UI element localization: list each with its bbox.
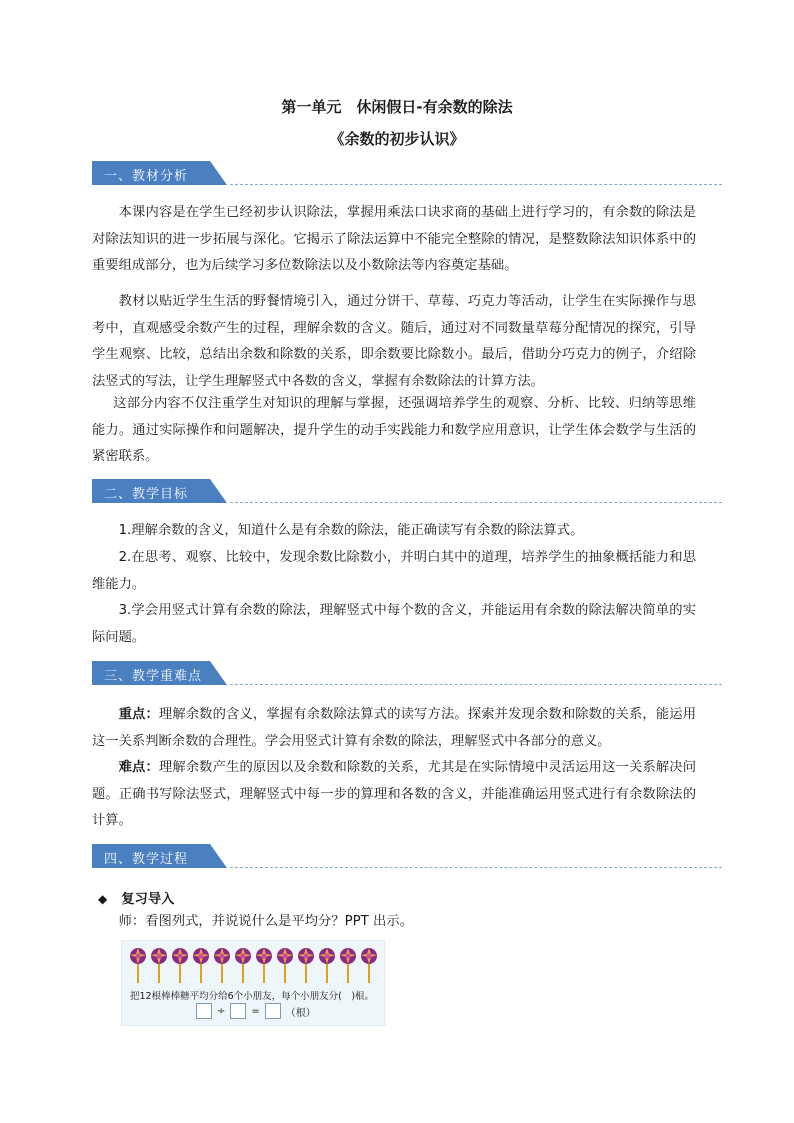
difficulty-paragraph	[92, 755, 696, 835]
goal-item-3: 3.学会用竖式计算有余数的除法，理解竖式中每个数的含义，并能运用有余数的除法解决简单的实际问题。	[92, 603, 696, 645]
key-point-text: 理解余数的含义，掌握有余数除法算式的读写方法。探索并发现余数和除数的关系，能运用这一关系判断余数的合理性。学会用竖式计算有余数的除法，理解竖式中各部分的意义。	[92, 707, 697, 749]
quotient-blank	[265, 1003, 281, 1019]
lollipop-figure	[121, 940, 385, 1026]
lollipop-icon	[296, 947, 316, 985]
section-tab	[92, 661, 227, 685]
difficulty-text: 理解余数产生的原因以及余数和除数的关系，尤其是在实际情境中灵活运用这一关系解决问题。正确书写除法竖式，理解竖式中每一步的算理和各数的含义，并能准确运用竖式进行有余数除法的计算。	[92, 760, 697, 828]
lollipop-icon	[338, 947, 358, 985]
teacher-prompt: 师：看图列式，并说说什么是平均分？PPT 出示。	[118, 914, 413, 929]
lollipop-icon	[128, 947, 148, 985]
section-header-goals	[92, 479, 722, 503]
section-header-process	[92, 844, 722, 868]
dashed-divider	[230, 184, 722, 185]
lollipop-icon	[275, 947, 295, 985]
section-label: 三、教学重难点	[104, 669, 203, 684]
dashed-divider	[230, 684, 722, 685]
section-tab	[92, 479, 227, 503]
difficulty-label: 难点：	[118, 760, 159, 775]
review-intro-heading	[98, 888, 174, 907]
doc-subtitle: 《余数的初步认识》	[329, 130, 465, 148]
dividend-blank	[196, 1003, 212, 1019]
division-equation	[196, 1003, 316, 1019]
review-intro-title: 复习导入	[121, 892, 175, 907]
lollipop-icon	[170, 947, 190, 985]
analysis-paragraph-3: 这部分内容不仅注重学生对知识的理解与掌握，还强调培养学生的观察、分析、比较、归纳等思维能力。通过实际操作和问题解决，提升学生的动手实践能力和数学应用意识，让学生体会数学与生活的紧密联系。	[92, 396, 696, 464]
section-tab	[92, 844, 227, 868]
equals-sign: =	[251, 1005, 260, 1017]
section-tab	[92, 161, 227, 185]
goal-item-2: 2.在思考、观察、比较中，发现余数比除数小，并明白其中的道理，培养学生的抽象概括能力和思维能力。	[92, 550, 696, 592]
figure-question: 把12根棒棒糖平均分给6个小朋友，每个小朋友分( )根。	[130, 991, 375, 1002]
section-label: 一、教材分析	[104, 169, 189, 184]
dashed-divider	[230, 502, 722, 503]
lollipop-icon	[233, 947, 253, 985]
divide-sign: ÷	[217, 1005, 226, 1017]
key-point-label: 重点：	[118, 707, 159, 722]
section-header-analysis	[92, 161, 722, 185]
analysis-paragraph-2: 教材以贴近学生生活的野餐情境引入，通过分饼干、草莓、巧克力等活动，让学生在实际操作与思考中，直观感受余数产生的过程，理解余数的含义。随后，通过对不同数量草莓分配情况的探究，引导学生观察、比较，总结出余数和除数的关系，即余数要比除数小。最后，借助分巧克力的例子，介绍除法竖式的写法，让学生理解竖式中各数的含义，掌握有余数除法的计算方法。	[92, 294, 696, 389]
key-point-paragraph	[92, 702, 696, 755]
dashed-divider	[230, 867, 722, 868]
doc-title: 第一单元 休闲假日-有余数的除法	[281, 98, 513, 116]
lollipop-icon	[212, 947, 232, 985]
lollipop-icon	[149, 947, 169, 985]
diamond-bullet-icon: ◆	[98, 892, 108, 906]
section-label: 四、教学过程	[104, 852, 189, 867]
lollipop-icon	[359, 947, 379, 985]
lollipop-icon	[317, 947, 337, 985]
goal-item-1: 1.理解余数的含义，知道什么是有余数的除法，能正确读写有余数的除法算式。	[118, 523, 584, 538]
lollipop-icon	[254, 947, 274, 985]
analysis-paragraph-1: 本课内容是在学生已经初步认识除法，掌握用乘法口诀求商的基础上进行学习的，有余数的除法是对除法知识的进一步拓展与深化。它揭示了除法运算中不能完全整除的情况，是整数除法知识体系中的重要组成部分，也为后续学习多位数除法以及小数除法等内容奠定基础。	[92, 205, 696, 273]
divisor-blank	[230, 1003, 246, 1019]
section-label: 二、教学目标	[104, 487, 189, 502]
lollipop-icon	[191, 947, 211, 985]
section-header-keypoints	[92, 661, 722, 685]
unit-label: （根）	[285, 1007, 316, 1019]
